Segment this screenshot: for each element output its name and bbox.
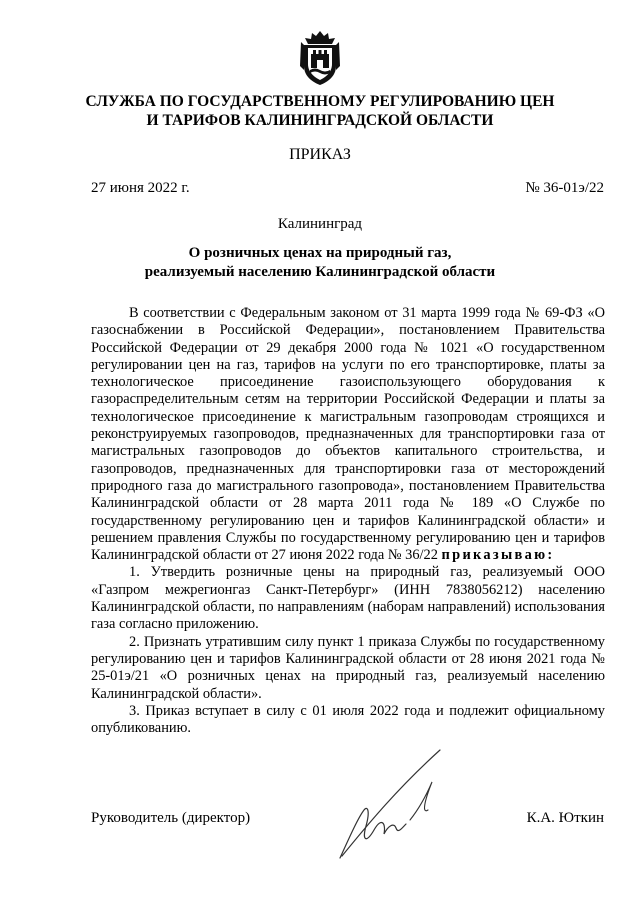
signer-position: Руководитель (директор) xyxy=(91,810,251,826)
coat-of-arms-icon xyxy=(298,30,342,86)
order-subject-line-1: О розничных ценах на природный газ, xyxy=(188,245,452,261)
order-word: приказываю: xyxy=(441,547,555,564)
item-1-paragraph: 1. Утвердить розничные цены на природный газ, реализуемый ООО «Газпром межрегионгаз Санкт-Петербург» (ИНН 7838056212) населению Калининградской области, по направлениям (наборам направлений) использования газа согласно приложению. xyxy=(91,564,605,633)
document-type: ПРИКАЗ xyxy=(289,146,351,163)
organization-name-line-1: СЛУЖБА ПО ГОСУДАРСТВЕННОМУ РЕГУЛИРОВАНИЮ ЦЕН xyxy=(85,93,555,110)
item-2-paragraph: 2. Признать утратившим силу пункт 1 приказа Службы по государственному регулированию цен и тарифов Калининградской области от 28 июня 2021 года № 25-01э/21 «О розничных ценах на природный газ, реализуемый населению Калининградской области». xyxy=(91,633,605,702)
organization-name-line-2: И ТАРИФОВ КАЛИНИНГРАДСКОЙ ОБЛАСТИ xyxy=(146,112,494,129)
order-subject xyxy=(60,244,580,282)
handwritten-signature xyxy=(328,748,468,866)
preamble-text: В соответствии с Федеральным законом от 31 марта 1999 года № 69-ФЗ «О газоснабжении в Российской Федерации», постановлением Правительства Российской Федерации от 29 декабря 2000 года № 1021 «О государственном регулировании цен на газ, тарифов на услуги по его транспортировке, платы за технологическое присоединение газоиспользующего оборудования к газораспределительным сетям на территории Российской Федерации и платы за технологическое присоединение к магистральным газопроводам строящихся и реконструируемых газопроводов, предназначенных для транспортировки газа от магистральных газопроводов до объектов капитального строительства, и газопроводов, предназначенных для транспортировки газа от месторождений природного газа до магистрального газопровода», постановлением Правительства Калининградской области от 28 марта 2011 года № 189 «О Службе по государственному регулированию цен и тарифов Калининградской области» и решением правления Службы по государственному регулированию цен и тарифов Калининградской области от 27 июня 2022 года № 36/22 xyxy=(91,305,605,564)
signer-name: К.А. Юткин xyxy=(526,810,604,826)
item-3-paragraph: 3. Приказ вступает в силу с 01 июля 2022 года и подлежит официальному опубликованию. xyxy=(91,702,605,737)
preamble-paragraph xyxy=(91,305,605,564)
order-body xyxy=(91,305,605,737)
order-subject-line-2: реализуемый населению Калининградской области xyxy=(144,264,496,280)
city: Калининград xyxy=(277,216,363,232)
organization-name xyxy=(60,92,580,130)
order-number: № 36-01э/22 xyxy=(525,180,604,196)
order-date: 27 июня 2022 г. xyxy=(91,180,190,196)
